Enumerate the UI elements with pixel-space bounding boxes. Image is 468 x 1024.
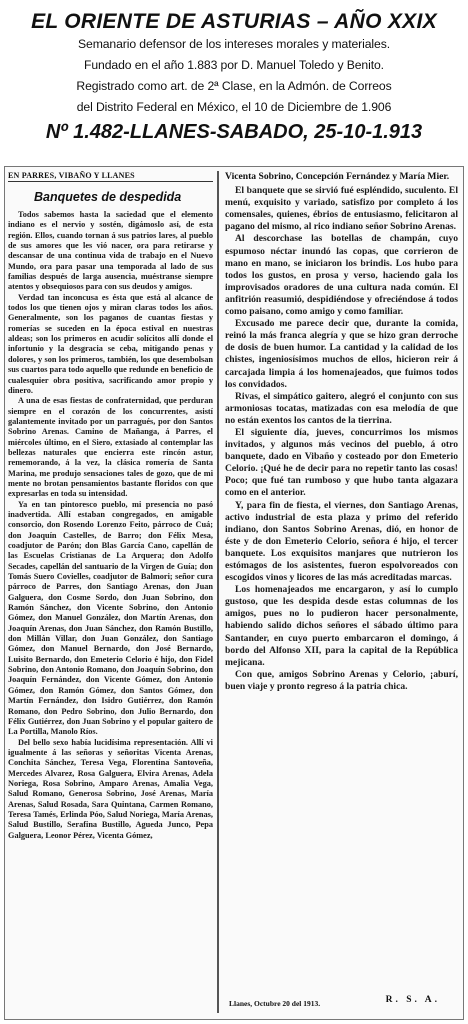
column-rule [217, 171, 219, 1013]
dateline: Llanes, Octubre 20 del 1913. [229, 999, 321, 1008]
paragraph: Excusado me parece decir que, durante la comida, reinó la más franca alegría y que se hizo gran derroche de dosis de buen humor. La cantidad y la calidad de los chistes, ingeniosísimos muchos de ellos, hicieron reir á carcajada limpia á los homenajeados, que fuimos todos los convidados. [225, 318, 458, 390]
paragraph: Todos sabemos hasta la saciedad que el elemento indiano es el nervio y sostén, digámoslo así, de esta región. Ellos, cuando tornan á sus patrios lares, al pueblo de sus amores que les vió nacer, ora para retirarse y descansar de una continua vida de trabajo en el Nuevo Mundo, ora para pasar una temporada al lado de sus familias después de larga ausencia, muéstranse siempre atentos y obsequiosos para con sus deudos y amigos. [8, 210, 213, 292]
article-title: Banquetes de despedida [34, 190, 182, 204]
masthead-line-2: Fundado en el año 1.883 por D. Manuel Toledo y Benito. [84, 58, 384, 72]
paragraph: Al descorchase las botellas de champán, cuyo espumoso néctar inundó las copas, que corrieron de mano en mano, se iniciaron los brindis. Los hubo para todos los gustos, en prosa y verso, haciendo gala los improvisados oradores de una cultura nada común. El anfitrión reasumió, despidiéndose y ofreciéndose á todos como paisano, como amigo y como familiar. [225, 233, 458, 318]
issue-line: Nº 1.482-LLANES-SABADO, 25-10-1.913 [45, 121, 423, 143]
masthead-line-3: Registrado como art. de 2ª Clase, en la Admón. de Correos [76, 79, 392, 93]
signature: R. S. A. [385, 995, 440, 1005]
masthead-line-4: del Distrito Federal en México, el 10 de Diciembre de 1.906 [76, 100, 392, 114]
left-column [8, 171, 213, 1013]
right-column [225, 171, 458, 1013]
paragraph: Con que, amigos Sobrino Arenas y Celorio, ¡aburí, buen viaje y pronto regreso á la patria chica. [225, 668, 458, 692]
paragraph: El banquete que se sirvió fué espléndido, suculento. El menú, exquisito y variado, satisfizo por completo á los comensales, quienes, ébrios de entusiasmo, felicitaron al pagano del mismo, al rico indiano señor Sobrino Arenas. [225, 185, 458, 233]
paragraph: Ya en tan pintoresco pueblo, mi presencia no pasó inadvertida. Allí estaban congregados, en amigable consorcio, don Rosendo Lorenzo Feito, párroco de Cuá; don Joaquín Castelles, de Barro; don Félix Mesa, coadjutor de Parón; don Blas García Cano, capellán de las Escuelas Cristianas de La Arquera; don Adolfo Secades, capellán del santuario de la Virgen de Guía; don Tomás Suero Covielles, coadjutor de Balmori; señor cura párroco de Parres, don Santiago Arenas, don Juan Galguera, don Cosme Sordo, don Juan Sobrino, don Ramón Sánchez, don Vicente Sobrino, don Antonio Gómez, don Manuel González, don Martín Arenas, don Joaquín Arenas, don Juan Sánchez, don Ramón Bustillo, don Millán Villar, don Juan González, don Santiago Gómez, don Manuel Bernardo, don José Bernardo, Luisito Bernardo, don Emeterio Celorio é hijo, don Fidel Sobrino, don Antonio Romano, don Joaquín Sobrino, don Joaquín Fernández, don Vicente Gómez, don Antonio Gómez, don Ramón Gómez, don Santos Gómez, don Martín Fernández, don Isidro Gutiérrez, don Ramón Romano, don Pedro Sobrino, don Julio Bernardo, don Félix Gutiérrez, don Juan Sobrino y el popular gaitero de La Portilla, Manolo Ríos. [8, 499, 213, 737]
paragraph: A una de esas fiestas de confraternidad, que perduran siempre en el corazón de los concurrentes, asistí galantemente invitado por un parragués, por don Santos Sobrino Arenas. Camino de Mañanga, á Parres, el miércoles último, en el Siero, extasiado al contemplar las bellezas naturales que encierra este rincón astur, rememorando, á la vez, la clásica romería de Santa Marina, me produjo sensaciones tales de gozo, que de mi mente no brotan pensamientos bastante floridos con que expresarlas en toda su intensidad. [8, 396, 213, 499]
newspaper-title: EL ORIENTE DE ASTURIAS – AÑO XXIX [31, 10, 437, 33]
masthead-line-1: Semanario defensor de los intereses morales y materiales. [77, 37, 390, 51]
paragraph: El siguiente día, jueves, concurrimos los mismos invitados, y algunos más vecinos del pueblo, á otro banquete, dado en Vibaño y costeado por don Emeterio Celorio. ¡Qué he de decir para no repetir tanto las cosas! Poco; que fué tan rumboso y que hubo tanta algazara como en el anterior. [225, 426, 458, 499]
article-footer [225, 993, 458, 1013]
paragraph: Los homenajeados me encargaron, y así lo cumplo gustoso, que les despida desde estas columnas de los amigos, pues no lo pudieron hacer personalmente, habiendo salido dichos señores el sábado último para Santander, en cuyo puerto embarcaron el domingo, á bordo del Alfonso XII, para la capital de la República mejicana. [225, 584, 458, 668]
paragraph: Verdad tan inconcusa es ésta que está al alcance de todos los que tienen ojos y miran claras todos los años. Generalmente, son los paganos de cuantas fiestas y romerías se suceden en la época estival en nuestras aldeas; son los primeros en acudir solícitos allí donde el infortunio y la desgracia se ceba, mitigando penas y dolores, y son los primeros, también, los que desembolsan sus cuartos para todo aquello que redunde en beneficio de cualesquier obra positiva, sacrificando amor propio y dinero. [8, 292, 213, 395]
newspaper-clipping [4, 166, 464, 1020]
paragraph: Rivas, el simpático gaitero, alegró el conjunto con sus armoniosas tocatas, matizadas con esa melodía de que no están exentos los cantos de la tierrina. [225, 390, 458, 426]
paragraph: Del bello sexo había lucidísima representación. Allí vi igualmente á las señoras y señoritas Vicenta Arenas, Conchita Sánchez, Teresa Vega, Florentina Santoveña, Mercedes Alvarez, Rosa Galguera, Elvira Arenas, Adela Noriega, Rosa Sobrino, Amparo Arenas, Amalia Vega, Salud Romano, Generosa Sobrino, José Arenas, María Arenas, Salud Rosada, Sara Quintana, Carmen Romano, Teresa Tamés, Erlinda Póo, Salud Noriega, María Arenas, Salud Bustillo, Serafina Bustillo, Agueda Junco, Pepa Galguera, Leonor Pérez, Vicenta Gómez, [8, 737, 213, 840]
continuation-line: Vicenta Sobrino, Concepción Fernández y María Mier. [225, 171, 450, 182]
paragraph: Y, para fin de fiesta, el viernes, don Santiago Arenas, activo industrial de esta plaza y primo del referido indiano, don Santos Sobrino Arenas, dió, en honor de éste y de don Emeterio Celorio, señora é hijo, el tercer banquete. Los exquisitos manjares que nutrieron los estómagos de los asistentes, fueron espolvoreados con escogidos vinos y licores de las más acreditadas marcas. [225, 499, 458, 584]
masthead [0, 0, 468, 165]
section-tag: EN PARRES, VIBAÑO Y LLANES [8, 171, 213, 182]
